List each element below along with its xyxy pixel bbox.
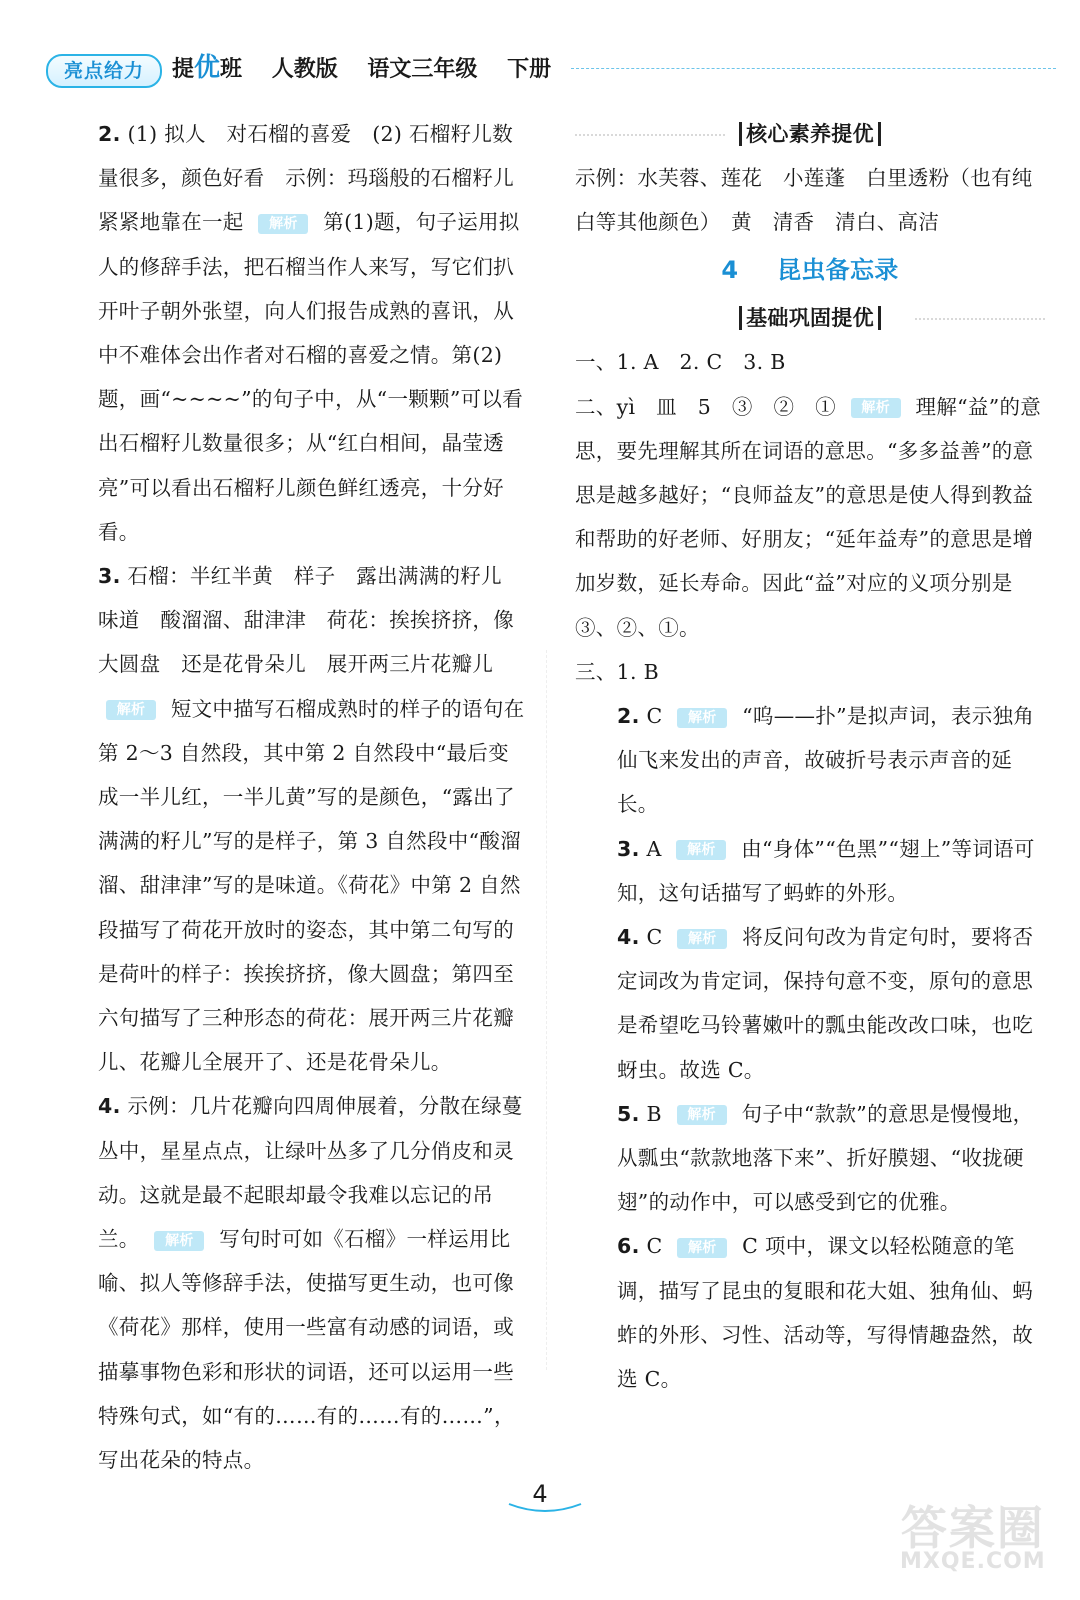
part-3-item xyxy=(575,827,1045,915)
dotted-rule xyxy=(575,134,725,136)
analysis-text: “呜——扑”是拟声词，表示独角仙飞来发出的声音，故破折号表示声音的延长。 xyxy=(617,704,1035,817)
question-4 xyxy=(98,1084,528,1482)
answer-text: B xyxy=(646,1101,662,1126)
question-number: 4. xyxy=(98,1094,121,1119)
volume: 下册 xyxy=(507,57,552,82)
brand-badge: 亮点给力 xyxy=(46,54,162,88)
analysis-tag: 解析 xyxy=(154,1231,204,1251)
analysis-tag: 解析 xyxy=(258,214,308,234)
answer-text: 二、yì 皿 5 ③ ② ① xyxy=(575,394,836,419)
lesson-title: 昆虫备忘录 xyxy=(777,256,899,285)
section-title: 核心素养提优 xyxy=(739,122,881,146)
page-number: 4 xyxy=(532,1480,548,1508)
title-you: 优 xyxy=(194,53,221,83)
watermark xyxy=(900,1501,1046,1574)
analysis-text: 由“身体”“色黑”“翅上”等词语可知，这句话描写了蚂蚱的外形。 xyxy=(617,836,1035,905)
dotted-rule xyxy=(915,318,1045,320)
part-1-answers: 一、1. A 2. C 3. B xyxy=(575,350,786,375)
part-3-q1: 三、1. B xyxy=(575,659,659,684)
answer-text: 示例：几片花瓣向四周伸展着，分散在绿蔓丛中，星星点点，让绿叶丛多了几分俏皮和灵动。这就是最不起眼却最令我难以忘记的吊兰。 xyxy=(98,1094,523,1252)
part-3-item xyxy=(575,1092,1045,1225)
watermark-sub: MXQE.COM xyxy=(900,1549,1046,1574)
question-2 xyxy=(98,112,528,554)
analysis-tag: 解析 xyxy=(677,1105,727,1125)
question-3 xyxy=(98,554,528,1084)
question-number: 3. xyxy=(617,836,640,861)
analysis-text: 将反问句改为肯定句时，要将否定词改为肯定词，保持句意不变，原句的意思是希望吃马铃薯嫩叶的瓢虫能改改口味，也吃蚜虫。故选 C。 xyxy=(617,925,1034,1082)
analysis-text: 句子中“款款”的意思是慢慢地，从瓢虫“款款地落下来”、折好膜翅、“收拢硬翅”的动作中，可以感受到它的优雅。 xyxy=(617,1101,1034,1215)
section-heading-core xyxy=(575,112,1045,156)
watermark-main: 答案圈 xyxy=(900,1501,1045,1555)
question-number: 4. xyxy=(617,925,640,950)
question-number: 6. xyxy=(617,1234,640,1259)
analysis-text: C 项中，课文以轻松随意的笔调，描写了昆虫的复眼和花大姐、独角仙、蚂蚱的外形、习性、活动等，写得情趣盎然，故选 C。 xyxy=(617,1234,1033,1392)
title-ti: 提 xyxy=(172,57,195,82)
analysis-text: 第(1)题，句子运用拟人的修辞手法，把石榴当作人来写，写它们扒开叶子朝外张望，向人们报告成熟的喜讯，从中不难体会出作者对石榴的喜爱之情。第(2)题，画“~~~~”的句子中，从“一颗颗”可以看出石榴籽儿数量很多；从“红白相间，晶莹透亮”可以看出石榴籽儿颜色鲜红透亮，十分好看。 xyxy=(98,210,524,544)
answer-text: 石榴：半红半黄 样子 露出满满的籽儿 味道 酸溜溜、甜津津 荷花：挨挨挤挤，像大圆盘 还是花骨朵儿 展开两三片花瓣儿 xyxy=(98,564,523,677)
lesson-heading xyxy=(575,244,1045,296)
column-divider xyxy=(546,650,547,1370)
edition: 人教版 xyxy=(271,57,338,82)
part-3-item xyxy=(575,915,1045,1092)
answer-text: (1) 拟人 对石榴的喜爱 (2) 石榴籽儿数量很多，颜色好看 示例：玛瑙般的石榴籽儿紧紧地靠在一起 xyxy=(98,122,514,235)
left-column xyxy=(98,112,528,1482)
book-title xyxy=(172,52,573,86)
analysis-tag: 解析 xyxy=(677,929,727,949)
analysis-tag: 解析 xyxy=(677,1238,727,1258)
analysis-text: 短文中描写石榴成熟时的样子的语句在第 2～3 自然段，其中第 2 自然段中“最后变成一半儿红，一半儿黄”写的是颜色，“露出了满满的籽儿”写的是样子，第 3 自然段中“酸溜溜、甜津津”写的是味道。《荷花》中第 2 自然段描写了荷花开放时的姿态，其中第二句写的是荷叶的样子：挨挨挤挤，像大圆盘；第四至六句描写了三种形态的荷花：展开两三片花瓣儿、花瓣儿全展开了、还是花骨朵儿。 xyxy=(98,696,525,1075)
analysis-tag: 解析 xyxy=(676,840,726,860)
analysis-tag: 解析 xyxy=(851,398,901,418)
answer-text: C xyxy=(646,704,663,729)
lesson-number: 4 xyxy=(721,256,739,285)
analysis-text: 理解“益”的意思，要先理解其所在词语的意思。“多多益善”的意思是越多越好；“良师益友”的意思是使人得到教益和帮助的好老师、好朋友；“延年益寿”的意思是增加岁数，延长寿命。因此“益”对应的义项分别是③、②、①。 xyxy=(575,394,1042,640)
question-number: 3. xyxy=(98,564,121,589)
part-3-item xyxy=(575,694,1045,827)
part-2 xyxy=(575,385,1045,650)
title-ban: 班 xyxy=(220,57,243,82)
part-3-item xyxy=(575,1224,1045,1401)
core-answer: 示例：水芙蓉、莲花 小莲蓬 白里透粉（也有纯白等其他颜色） 黄 清香 清白、高洁 xyxy=(575,166,1033,235)
page-header xyxy=(46,48,1056,88)
analysis-text: 写句时可如《石榴》一样运用比喻、拟人等修辞手法，使描写更生动，也可像《荷花》那样，使用一些富有动感的词语，或描摹事物色彩和形状的词语，还可以运用一些特殊句式，如“有的……有的……有的……”，写出花朵的特点。 xyxy=(98,1227,515,1473)
right-column xyxy=(575,112,1045,1401)
header-rule xyxy=(571,68,1056,69)
answer-text: C xyxy=(646,1234,663,1259)
answer-text: A xyxy=(646,836,662,861)
answer-text: C xyxy=(646,925,663,950)
subject: 语文三年级 xyxy=(367,57,478,82)
question-number: 2. xyxy=(98,122,121,146)
analysis-tag: 解析 xyxy=(677,708,727,728)
analysis-tag: 解析 xyxy=(106,700,156,720)
section-heading-basic xyxy=(575,296,1045,340)
question-number: 5. xyxy=(617,1101,640,1126)
question-number: 2. xyxy=(617,704,640,729)
page-number-arc xyxy=(505,1500,585,1516)
section-title: 基础巩固提优 xyxy=(739,306,881,330)
